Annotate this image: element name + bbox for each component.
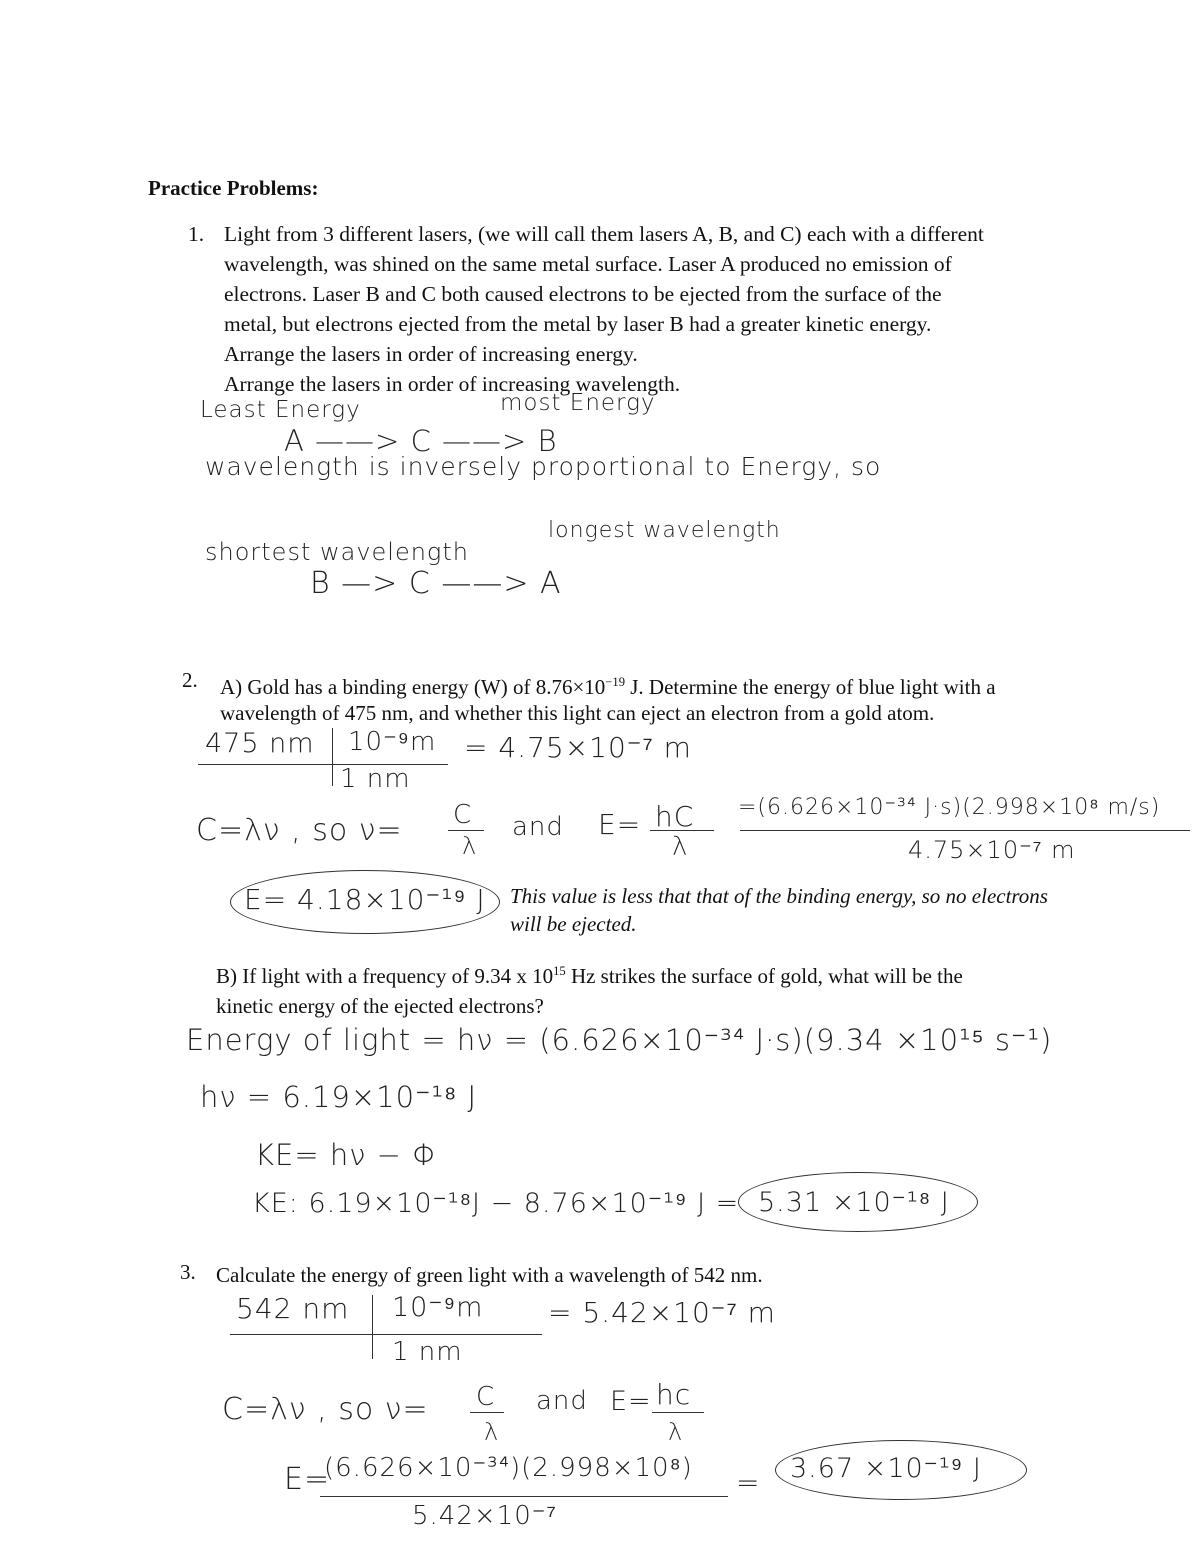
- q2-a-line1: [220, 675, 996, 700]
- q1-line: Arrange the lasers in order of increasing wavelength.: [224, 372, 681, 396]
- question-number: 3.: [180, 1260, 196, 1284]
- hw-nu-denominator: λ: [484, 1418, 500, 1446]
- hw-inverse-note: wavelength is inversely proportional to Energy, so: [205, 452, 882, 481]
- q2-a-text: A) Gold has a binding energy (W) of 8.76×10: [220, 675, 606, 699]
- hw-e-equals: E=: [610, 1386, 652, 1417]
- question-1-text: [224, 219, 984, 399]
- hw-equals: =: [736, 1466, 761, 1499]
- fraction-bar: [740, 830, 1190, 831]
- q1-line: electrons. Laser B and C both caused electrons to be ejected from the surface of the: [224, 282, 942, 306]
- fraction-bar: [470, 1412, 504, 1413]
- hw-conv-left: 542 nm: [236, 1292, 350, 1325]
- hw-calc-denominator: 4.75×10⁻⁷ m: [908, 836, 1076, 864]
- fraction-bar: [320, 1496, 728, 1497]
- fraction-bar: [650, 830, 714, 831]
- q2-a-line2: wavelength of 475 nm, and whether this light can eject an electron from a gold atom.: [220, 701, 935, 725]
- hw-and: and: [536, 1386, 588, 1416]
- fraction-bar: [652, 1412, 704, 1413]
- hw-nu-denominator: λ: [462, 832, 478, 860]
- hw-nu-numerator: C: [453, 800, 473, 830]
- q2-b-line2: kinetic energy of the ejected electrons?: [216, 994, 544, 1018]
- q1-line: wavelength, was shined on the same metal surface. Laser A produced no emission of: [224, 252, 952, 276]
- hw-shortest-wavelength: shortest wavelength: [205, 538, 469, 566]
- page-title: Practice Problems:: [148, 176, 319, 200]
- hw-b-line1: Energy of light = hν = (6.626×10⁻³⁴ J·s)(9.34 ×10¹⁵ s⁻¹): [186, 1023, 1053, 1057]
- question-3-text: Calculate the energy of green light with a wavelength of 542 nm.: [216, 1263, 763, 1287]
- exponent: 15: [553, 964, 566, 978]
- hw-b-line4: KE: 6.19×10⁻¹⁸J − 8.76×10⁻¹⁹ J =: [252, 1188, 740, 1219]
- hw-least-energy: Least Energy: [200, 397, 361, 423]
- fraction-divider: [372, 1295, 373, 1359]
- hw-e-equals: E=: [598, 808, 642, 841]
- hw-answer-3: 3.67 ×10⁻¹⁹ J: [790, 1453, 982, 1484]
- hw-e-denominator: λ: [668, 1418, 684, 1446]
- exponent: −19: [605, 675, 625, 689]
- hw-conv-left: 475 nm: [205, 728, 315, 759]
- hw-conv-den: 1 nm: [392, 1337, 463, 1367]
- fraction-bar: [230, 1334, 542, 1335]
- q2-b-text: Hz strikes the surface of gold, what will be the: [565, 964, 963, 988]
- q2-conclusion-line2: will be ejected.: [510, 912, 637, 936]
- q2-b-line1: [216, 964, 963, 989]
- q1-line: Arrange the lasers in order of increasing energy.: [224, 342, 638, 366]
- hw-and: and: [512, 812, 564, 842]
- hw-b-line3: KE= hν − Φ: [255, 1138, 439, 1172]
- hw-energy-order: A ——> C ——> B: [284, 424, 558, 458]
- q1-line: Light from 3 different lasers, (we will call them lasers A, B, and C) each with a different: [224, 222, 984, 246]
- hw-calc-numerator: (6.626×10⁻³⁴)(2.998×10⁸): [324, 1453, 693, 1483]
- hw-conv-result: = 4.75×10⁻⁷ m: [464, 731, 692, 764]
- fraction-divider: [332, 728, 333, 786]
- question-number: 2.: [182, 668, 198, 692]
- hw-conv-mid: 10⁻⁹m: [348, 727, 437, 757]
- hw-conv-den: 1 nm: [340, 764, 411, 794]
- hw-e-numerator: hc: [656, 1378, 692, 1411]
- q2-conclusion-line1: This value is less that that of the binding energy, so no electrons: [510, 884, 1048, 908]
- question-number: 1.: [188, 222, 205, 246]
- hw-conv-result: = 5.42×10⁻⁷ m: [548, 1296, 776, 1329]
- hw-calc-numerator: =(6.626×10⁻³⁴ J·s)(2.998×10⁸ m/s): [738, 795, 1161, 820]
- hw-e-denominator: λ: [672, 832, 689, 862]
- hw-most-energy: most Energy: [500, 390, 656, 416]
- hw-calc-denominator: 5.42×10⁻⁷: [412, 1501, 557, 1531]
- hw-answer-a: E= 4.18×10⁻¹⁹ J: [244, 883, 486, 916]
- hw-answer-b: 5.31 ×10⁻¹⁸ J: [758, 1187, 950, 1218]
- hw-relation: C=λν , so ν=: [222, 1392, 429, 1427]
- hw-relation: C=λν , so ν=: [196, 813, 403, 848]
- hw-wavelength-order: B —> C ——> A: [310, 566, 562, 601]
- hw-nu-numerator: C: [476, 1382, 496, 1412]
- q2-b-text: B) If light with a frequency of 9.34 x 10: [216, 964, 554, 988]
- hw-e-numerator: hC: [655, 800, 695, 833]
- fraction-bar: [448, 830, 484, 831]
- q1-line: metal, but electrons ejected from the metal by laser B had a greater kinetic energy.: [224, 312, 932, 336]
- q2-a-text: J. Determine the energy of blue light with a: [625, 675, 996, 699]
- hw-calc-prefix: E=: [284, 1462, 331, 1497]
- hw-conv-mid: 10⁻⁹m: [392, 1292, 484, 1323]
- hw-longest-wavelength: longest wavelength: [548, 518, 781, 543]
- hw-b-line2: hν = 6.19×10⁻¹⁸ J: [200, 1080, 478, 1114]
